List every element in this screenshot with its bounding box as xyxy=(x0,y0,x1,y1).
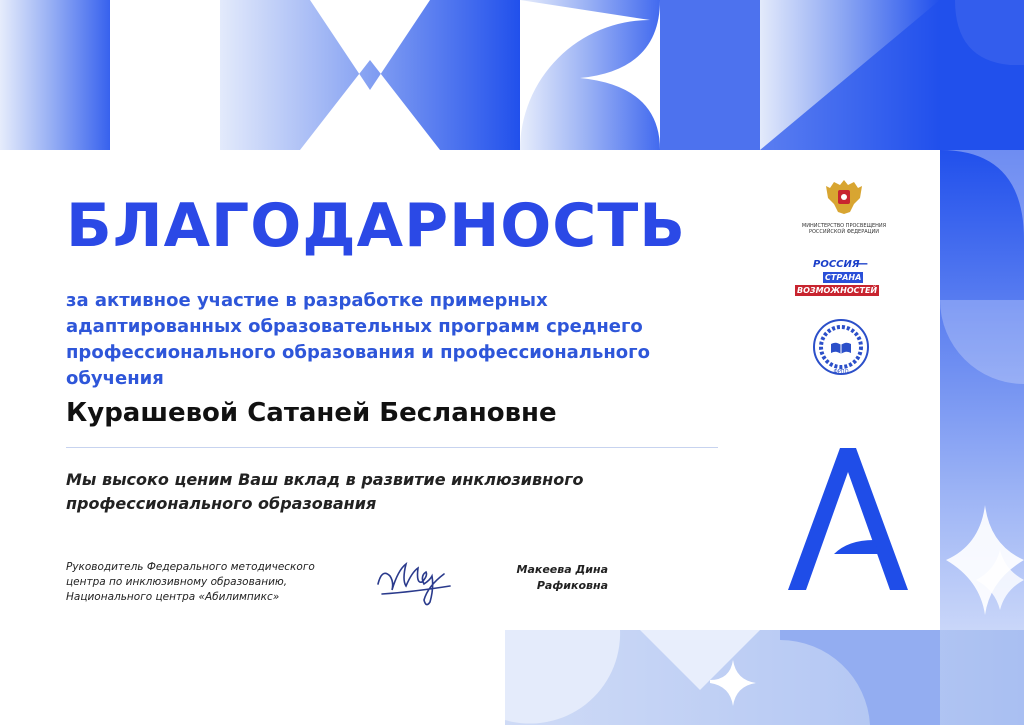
abilympics-letter-a xyxy=(778,444,918,594)
signature-icon xyxy=(372,546,462,616)
ministry-caption: МИНИСТЕРСТВО ПРОСВЕЩЕНИЯ РОССИЙСКОЙ ФЕДЕРАЦИИ xyxy=(801,223,887,235)
russia-logo-line3: ВОЗМОЖНОСТЕЙ xyxy=(797,286,878,295)
signer-name: Макеева Дина Рафиковна xyxy=(516,563,608,592)
frpo-label: ФРПО xyxy=(833,369,849,375)
certificate-title: БЛАГОДАРНОСТЬ xyxy=(66,191,687,261)
russia-logo-line1: РОССИЯ xyxy=(813,259,860,270)
wreath-book-icon xyxy=(812,318,870,376)
recipient-name: Курашевой Сатаней Беслановне xyxy=(66,398,557,428)
divider xyxy=(66,447,718,448)
ministry-logo xyxy=(796,176,892,238)
appreciation-message: Мы высоко ценим Ваш вклад в развитие инклюзивного профессионального образования xyxy=(66,470,584,513)
russia-logo-line2: СТРАНА xyxy=(825,273,862,282)
russia-opportunities-logo xyxy=(795,257,895,299)
russia-logo-dash: — xyxy=(857,257,868,270)
signer-position: Руководитель Федерального методического центра по инклюзивному образованию, Национального центра «Абилимпикс» xyxy=(66,561,315,603)
emblem-icon xyxy=(824,176,864,216)
certificate-subtitle: за активное участие в разработке примерных адаптированных образовательных программ среднего профессионального образования и профессионального обучения xyxy=(66,290,650,389)
top-shape-2 xyxy=(220,0,520,150)
